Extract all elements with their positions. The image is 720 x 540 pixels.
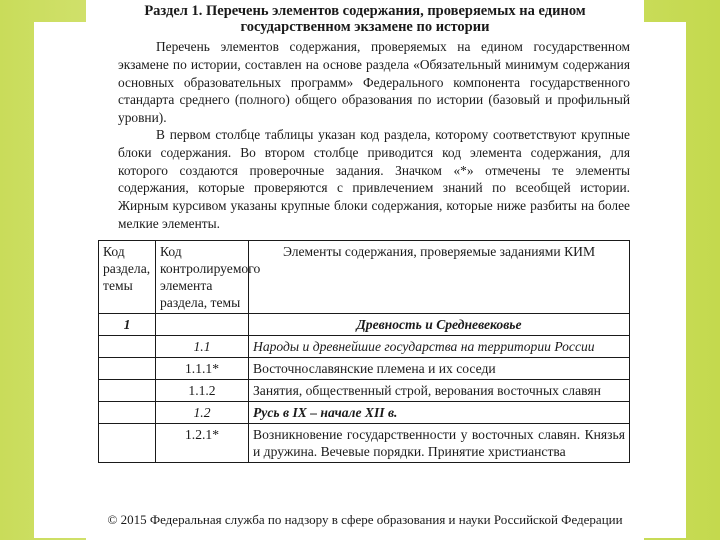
intro-paragraph: Перечень элементов содержания, проверяемых на едином государственном экзамене по истории, составлен на основе раздела «Обязательный минимум содержания основных образовательных программ» Федерального компонента государственного стандарта среднего (полного) общего образования по истории (базовый и профильный уровни).	[118, 39, 630, 126]
section-title: Древность и Средневековье	[249, 314, 630, 336]
explanation-paragraph: В первом столбце таблицы указан код раздела, которому соответствуют крупные блоки содержания. Во втором столбце приводится код элемента содержания, для которого создаются проверочные задания. Значком «*» отмечены те элементы содержания, которые проверяются с привлечением знаний по всеобщей истории. Жирным курсивом указаны крупные блоки содержания, которые ниже разбиты на более мелкие элементы.	[118, 127, 630, 231]
page-title	[86, 3, 644, 35]
section-code: 1	[99, 314, 156, 336]
element-text: Народы и древнейшие государства на территории России	[249, 336, 630, 358]
empty-cell	[99, 424, 156, 463]
content-elements-table	[98, 240, 630, 463]
element-code: 1.1	[156, 336, 249, 358]
element-text: Восточнославянские племена и их соседи	[249, 358, 630, 380]
table-row	[99, 380, 630, 402]
table-header-row	[99, 241, 630, 314]
header-content-elements: Элементы содержания, проверяемые заданиями КИМ	[249, 241, 630, 314]
section-empty-cell	[156, 314, 249, 336]
table-row	[99, 336, 630, 358]
empty-cell	[99, 402, 156, 424]
element-text: Занятия, общественный строй, верования восточных славян	[249, 380, 630, 402]
element-code: 1.2	[156, 402, 249, 424]
element-code: 1.2.1*	[156, 424, 249, 463]
section-row	[99, 314, 630, 336]
empty-cell	[99, 380, 156, 402]
header-section-code: Код раздела, темы	[99, 241, 156, 314]
title-line-1: Раздел 1. Перечень элементов содержания, проверяемых на едином	[144, 3, 586, 19]
element-text: Возникновение государственности у восточных славян. Князья и дружина. Вечевые порядки. Принятие христианства	[249, 424, 630, 463]
empty-cell	[99, 358, 156, 380]
element-code: 1.1.1*	[156, 358, 249, 380]
element-text: Русь в IX – начале XII в.	[249, 402, 630, 424]
copyright-footer: © 2015 Федеральная служба по надзору в сфере образования и науки Российской Федерации	[107, 512, 623, 527]
table-row	[99, 424, 630, 463]
table-row	[99, 358, 630, 380]
element-code: 1.1.2	[156, 380, 249, 402]
document-page	[86, 0, 644, 540]
header-element-code: Код контролируемого элемента раздела, темы	[156, 241, 249, 314]
table-row	[99, 402, 630, 424]
empty-cell	[99, 336, 156, 358]
title-line-2: государственном экзамене по истории	[240, 19, 490, 35]
